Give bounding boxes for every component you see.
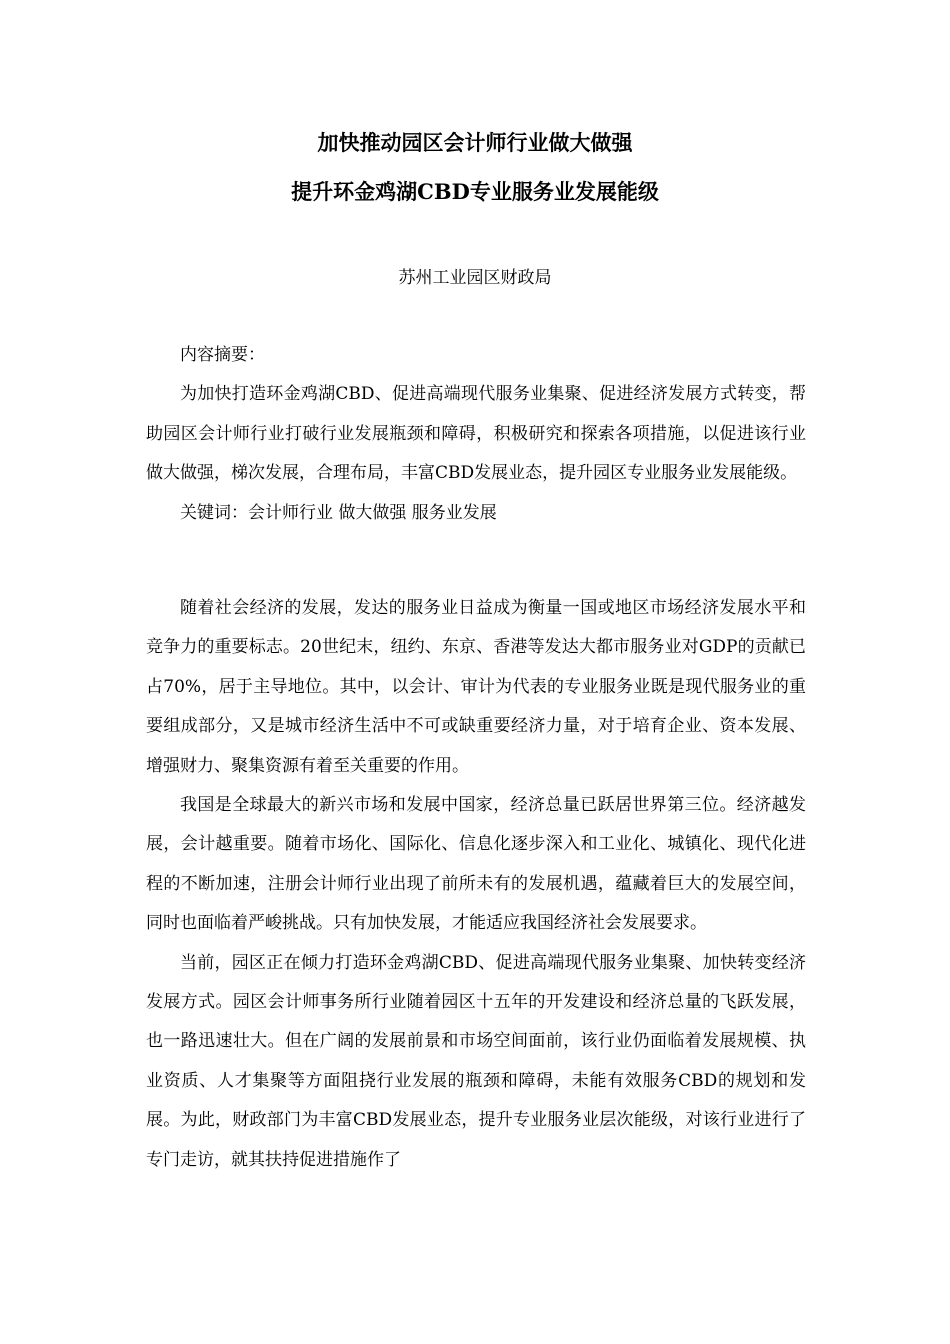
abstract-section (146, 336, 806, 533)
document-title-line-1: 加快推动园区会计师行业做大做强 (317, 130, 633, 155)
body-paragraph: 我国是全球最大的新兴市场和发展中国家，经济总量已跃居世界第三位。经济越发展，会计越重要。随着市场化、国际化、信息化逐步深入和工业化、城镇化、现代化进程的不断加速，注册会计师行业出现了前所未有的发展机遇，蕴藏着巨大的发展空间，同时也面临着严峻挑战。只有加快发展，才能适应我国经济社会发展要求。 (146, 795, 806, 934)
abstract-label: 内容摘要： (180, 345, 265, 365)
document-title-line-2: 提升环金鸡湖CBD专业服务业发展能级 (291, 179, 659, 204)
abstract-text: 为加快打造环金鸡湖CBD、促进高端现代服务业集聚、促进经济发展方式转变，帮助园区会计师行业打破行业发展瓶颈和障碍，积极研究和探索各项措施，以促进该行业做大做强，梯次发展，合理布局，丰富CBD发展业态，提升园区专业服务业发展能级。 (146, 384, 806, 484)
body-paragraph: 当前，园区正在倾力打造环金鸡湖CBD、促进高端现代服务业集聚、加快转变经济发展方式。园区会计师事务所行业随着园区十五年的开发建设和经济总量的飞跃发展，也一路迅速壮大。但在广阔的发展前景和市场空间面前，该行业仍面临着发展规模、执业资质、人才集聚等方面阻挠行业发展的瓶颈和障碍，未能有效服务CBD的规划和发展。为此，财政部门为丰富CBD发展业态，提升专业服务业层次能级，对该行业进行了专门走访，就其扶持促进措施作了 (146, 952, 806, 1170)
keywords: 关键词：会计师行业 做大做强 服务业发展 (180, 502, 497, 523)
main-body (146, 589, 806, 1180)
body-paragraph: 随着社会经济的发展，发达的服务业日益成为衡量一国或地区市场经济发展水平和竞争力的重要标志。20世纪末，纽约、东京、香港等发达大都市服务业对GDP的贡献已占70%，居于主导地位。其中，以会计、审计为代表的专业服务业既是现代服务业的重要组成部分，又是城市经济生活中不可或缺重要经济力量，对于培育企业、资本发展、增强财力、聚集资源有着至关重要的作用。 (146, 598, 806, 776)
document-author: 苏州工业园区财政局 (398, 268, 552, 288)
